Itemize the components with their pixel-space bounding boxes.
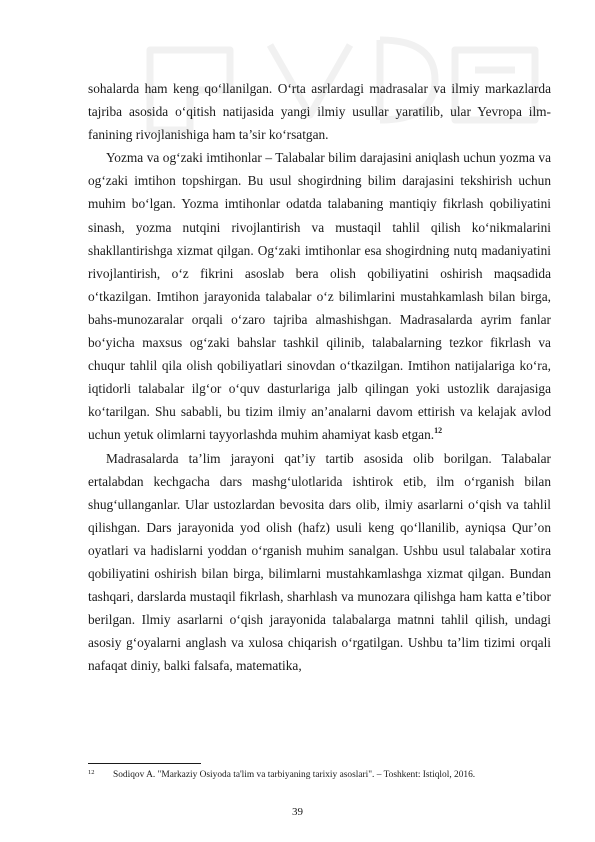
footnote-text: Sodiqov A. "Markaziy Osiyoda ta'lim va tarbiyaning tarixiy asoslari". – Toshkent: Istiqlol, 2016. [113, 770, 476, 780]
footnote [88, 767, 551, 781]
paragraph-3: Madrasalarda ta’lim jarayoni qat’iy tartib asosida olib borilgan. Talabalar ertalabdan kechgacha dars mashg‘ulotlarida ishtirok etib, ilm o‘rganish bilan shug‘ullanganlar. Ular ustozlardan bevosita dars olib, ilmiy asarlarni o‘qish va tahlil qilishgan. Dars jarayonida yod olish (hafz) usuli keng qo‘llanilib, ayniqsa Qur’on oyatlari va hadislarni yoddan o‘rganish muhim sanalgan. Ushbu usul talabalar xotira qobiliyatini oshirish bilan birga, bilimlarni mustahkamlashga xizmat qilgan. Bundan tashqari, darslarda mustaqil fikrlash, sharhlash va munozara qilishga ham katta e’tibor berilgan. Ilmiy asarlarni o‘qish jarayonida talabalarga matnni tahlil qilish, undagi asosiy g‘oyalarni anglash va xulosa chiqarish o‘rgatilgan. Ushbu ta’lim tizimi orqali nafaqat diniy, balki falsafa, matematika, [88, 450, 551, 674]
page-number: 39 [292, 806, 303, 818]
footnote-divider [88, 763, 201, 764]
footnote-reference[interactable]: 12 [434, 426, 443, 436]
paragraph-2-text: Yozma va og‘zaki imtihonlar – Talabalar bilim darajasini aniqlash uchun yozma va og‘zaki imtihon topshirgan. Bu usul shogirdning bilim darajasini tekshirish uchun muhim bo‘lgan. Yozma imtihonlar odatda talabaning mantiqiy fikrlash qobiliyatini sinash, yozma nutqini rivojlantirish va mustaqil tahlil qilish ko‘nikmalarini shakllantirishga xizmat qilgan. Og‘zaki imtihonlar esa shogirdning nutq madaniyatini rivojlantirish, o‘z fikrini asoslab bera olish qobiliyatini oshirish maqsadida o‘tkazilgan. Imtihon jarayonida talabalar o‘z bilimlarini mustahkamlash bilan birga, bahs-munozaralar orqali o‘zaro tajriba almashishgan. Madrasalarda ayrim fanlar bo‘yicha maxsus og‘zaki bahslar tashkil qilinib, talabalarning tezkor fikrlash va chuqur tahlil qila olish qobiliyatlari sinovdan o‘tkazilgan. Imtihon natijalariga ko‘ra, iqtidorli talabalar ilg‘or o‘quv dasturlariga jalb qilingan yoki ustozlik darajasiga ko‘tarilgan. Shu sababli, bu tizim ilmiy an’analarni davom ettirish va kelajak avlod uchun yetuk olimlarni tayyorlashda muhim ahamiyat kasb etgan. [88, 150, 551, 443]
footnote-number: 12 [88, 769, 95, 776]
paragraph-2 [88, 146, 551, 446]
body-text [88, 77, 551, 677]
paragraph-1: sohalarda ham keng qo‘llanilgan. O‘rta asrlardagi madrasalar va ilmiy markazlarda tajriba asosida o‘qitish natijasida yangi ilmiy usullar yaratilib, ular Yevropa ilm-fanining rivojlanishiga ham ta’sir ko‘rsatgan. [88, 81, 551, 143]
